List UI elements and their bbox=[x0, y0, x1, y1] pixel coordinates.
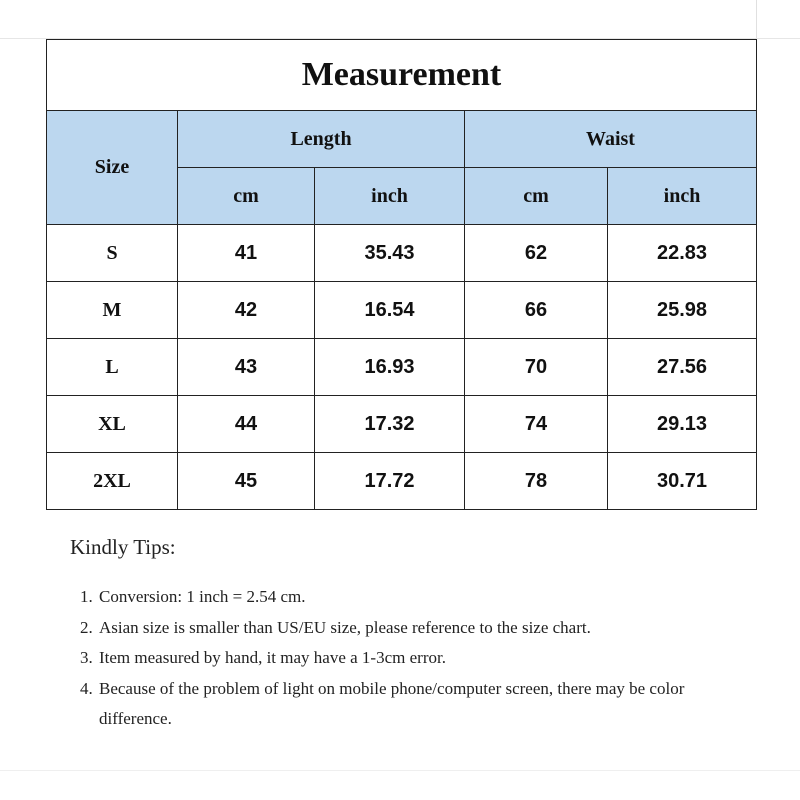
waist-cm-cell: 66 bbox=[465, 282, 608, 339]
bottom-divider bbox=[0, 770, 800, 771]
table-row bbox=[47, 396, 757, 453]
length-inch-cell: 16.54 bbox=[315, 282, 465, 339]
waist-inch-cell: 25.98 bbox=[608, 282, 757, 339]
header-length-inch: inch bbox=[315, 168, 465, 225]
waist-inch-cell: 27.56 bbox=[608, 339, 757, 396]
tip-item: 1. Conversion: 1 inch = 2.54 cm. bbox=[97, 582, 697, 613]
size-cell: 2XL bbox=[47, 453, 178, 510]
length-cm-cell: 45 bbox=[178, 453, 315, 510]
waist-cm-cell: 70 bbox=[465, 339, 608, 396]
table-row bbox=[47, 339, 757, 396]
length-inch-cell: 17.72 bbox=[315, 453, 465, 510]
tip-item: 2. Asian size is smaller than US/EU size, please reference to the size chart. bbox=[97, 613, 697, 644]
length-cm-cell: 44 bbox=[178, 396, 315, 453]
size-chart-table bbox=[46, 39, 757, 510]
header-waist-cm: cm bbox=[465, 168, 608, 225]
length-inch-cell: 35.43 bbox=[315, 225, 465, 282]
waist-cm-cell: 62 bbox=[465, 225, 608, 282]
tip-item: 3. Item measured by hand, it may have a 1-3cm error. bbox=[97, 643, 697, 674]
size-cell: S bbox=[47, 225, 178, 282]
tips-list bbox=[70, 582, 697, 735]
waist-cm-cell: 78 bbox=[465, 453, 608, 510]
header-length: Length bbox=[178, 111, 465, 168]
length-inch-cell: 17.32 bbox=[315, 396, 465, 453]
length-cm-cell: 41 bbox=[178, 225, 315, 282]
header-length-cm: cm bbox=[178, 168, 315, 225]
length-cm-cell: 42 bbox=[178, 282, 315, 339]
size-cell: M bbox=[47, 282, 178, 339]
table-title: Measurement bbox=[47, 40, 757, 111]
table-row bbox=[47, 282, 757, 339]
waist-inch-cell: 22.83 bbox=[608, 225, 757, 282]
length-cm-cell: 43 bbox=[178, 339, 315, 396]
header-waist-inch: inch bbox=[608, 168, 757, 225]
header-waist: Waist bbox=[465, 111, 757, 168]
size-cell: XL bbox=[47, 396, 178, 453]
kindly-tips bbox=[70, 535, 697, 735]
table-row bbox=[47, 225, 757, 282]
right-divider bbox=[756, 0, 757, 38]
table-row bbox=[47, 453, 757, 510]
waist-inch-cell: 29.13 bbox=[608, 396, 757, 453]
tip-item: 4. Because of the problem of light on mobile phone/computer screen, there may be color difference. bbox=[97, 674, 697, 735]
header-size: Size bbox=[47, 111, 178, 225]
size-cell: L bbox=[47, 339, 178, 396]
waist-inch-cell: 30.71 bbox=[608, 453, 757, 510]
waist-cm-cell: 74 bbox=[465, 396, 608, 453]
length-inch-cell: 16.93 bbox=[315, 339, 465, 396]
tips-title: Kindly Tips: bbox=[70, 535, 176, 559]
